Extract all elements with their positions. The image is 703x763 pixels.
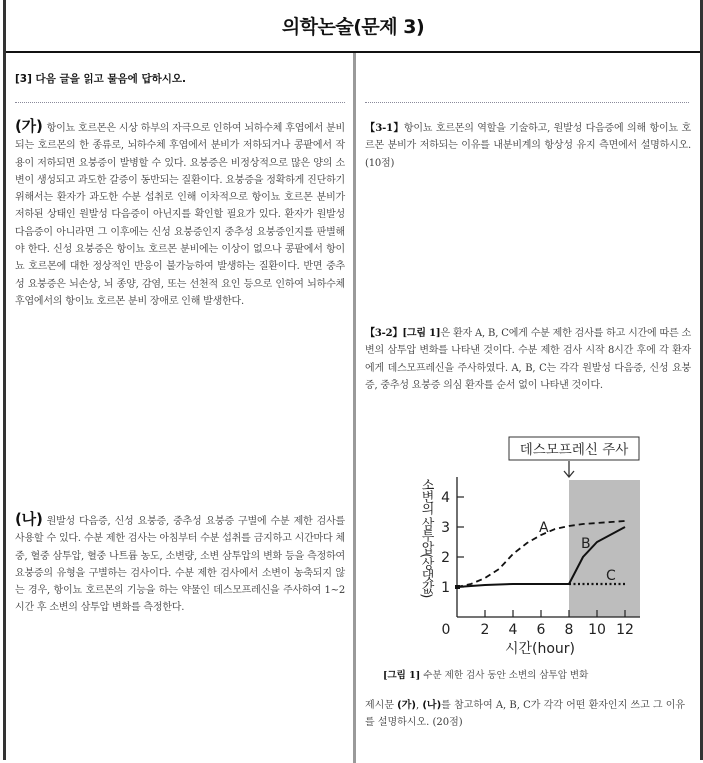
- svg-text:2: 2: [480, 622, 490, 638]
- y-ticks: [457, 497, 464, 587]
- svg-text:8: 8: [564, 622, 574, 638]
- series-c-label: C: [606, 568, 616, 584]
- svg-text:10: 10: [588, 622, 606, 638]
- series-a-label: A: [539, 520, 549, 536]
- y-tick-labels: [441, 490, 450, 596]
- svg-text:4: 4: [441, 490, 450, 506]
- page-title: 의학논술(문제 3): [281, 16, 425, 38]
- desmopressin-shaded-region: [569, 480, 640, 617]
- question-3-2-tag: 【3-2】: [365, 328, 403, 339]
- question-3-1-text: 항이뇨 호르몬의 역할을 기술하고, 원발성 다음증에 의해 항이뇨 호르몬 분비가 저하되는 이유를 내분비계의 항상성 유지 측면에서 설명하시오. (10점): [365, 123, 691, 169]
- page-frame: [3, 0, 703, 760]
- svg-text:4: 4: [508, 622, 518, 638]
- svg-text:6: 6: [536, 622, 546, 638]
- svg-text:1: 1: [441, 580, 450, 596]
- ref-na: (나): [422, 700, 442, 711]
- x-axis-label: 시간(hour): [504, 641, 576, 657]
- svg-text:0: 0: [441, 622, 451, 638]
- passage-na-tag: (나): [15, 510, 43, 528]
- final-question-text: 를 참고하여 A, B, C가 각각 어떤 환자인지 쓰고 그 이유를 설명하시오. (20점): [365, 700, 686, 728]
- ref-ga: (가): [397, 700, 416, 711]
- passage-na-text: 원발성 다음증, 신성 요붕증, 중추성 요붕증 구별에 수분 제한 검사를 사용할 수 있다. 수분 제한 검사는 아침부터 수분 섭취를 금지하고 시간마다 체중, 혈중 삼투압, 혈중 나트륨 농도, 소변량, 소변 삼투압의 변화 등을 측정하여 요붕증의 유형을 구별하는 검사이다. 수분 제한 검사에서 소변이 농축되지 않는 경우, 항이뇨 호르몬의 기능을 하는 약물인 데스모프레신을 주사하여 1~2시간 후 소변의 삼투압 변화를 측정한다.: [15, 516, 345, 614]
- annotation-label: 데스모프레신 주사: [519, 442, 629, 458]
- figure-reference: [그림 1]: [402, 328, 441, 339]
- question-3-1-tag: 【3-1】: [365, 123, 404, 134]
- figure-caption-tag: [그림 1]: [383, 670, 421, 681]
- question-3-2-text: 은 환자 A, B, C에게 수분 제한 검사를 하고 시간에 따른 소변의 삼투압 변화를 나타낸 것이다. 수분 제한 검사 시작 8시간 후에 각 환자에게 데스모프레신을 주사하였다. A, B, C는 각각 원발성 다음증, 신성 요붕증, 중추성 요붕증 의심 환자를 순서 없이 나타낸 것이다.: [365, 328, 691, 391]
- osmolality-chart: [6, 0, 700, 760]
- svg-text:2: 2: [441, 550, 450, 566]
- figure-caption-text: 수분 제한 검사 동안 소변의 삼투압 변화: [423, 670, 589, 681]
- svg-text:12: 12: [616, 622, 634, 638]
- final-question: 제시문 (가), (나)를 참고하여 A, B, C가 각각 어떤 환자인지 쓰고 그 이유를 설명하시오. (20점): [365, 700, 686, 728]
- instruction: [3] 다음 글을 읽고 물음에 답하시오.: [15, 73, 187, 85]
- passage-ga-text: 항이뇨 호르몬은 시상 하부의 자극으로 인하여 뇌하수체 후엽에서 분비되는 호르몬의 한 종류로, 뇌하수체 후엽에서 분비가 저하되거나 콩팥에서 작용이 저하되면 요붕증이 발병할 수 있다. 요붕증은 비정상적으로 많은 양의 소변이 생성되고 과도한 갈증이 동반되는 질환이다. 요붕증을 정확하게 진단하기 위해서는 환자가 과도한 수분 섭취로 인해 이차적으로 항이뇨 호르몬 분비가 저하된 상태인 원발성 다음증이 아닌지를 확인할 필요가 있다. 환자가 원발성 다음증이 아니라면 그 이후에는 신성 요붕증인지 중추성 요붕증인지를 판별해야 한다. 신성 요붕증은 항이뇨 호르몬 분비에는 이상이 없으나 콩팥에서 항이뇨 호르몬에 대한 정상적인 반응이 불가능하여 발생하는 질환이다. 반면 중추성 요붕증은 뇌손상, 뇌 종양, 감염, 또는 선천적 요인 등으로 인하여 뇌하수체 후엽에서의 항이뇨 호르몬 분비 장애로 인해 발생한다.: [15, 123, 346, 307]
- passage-ga-tag: (가): [15, 117, 43, 135]
- x-tick-labels: [442, 622, 634, 638]
- series-b-label: B: [581, 536, 591, 552]
- svg-text:3: 3: [441, 520, 450, 536]
- figure-caption: [383, 667, 588, 681]
- y-axis-label: 소변의 삼투압(상댓값): [418, 478, 434, 598]
